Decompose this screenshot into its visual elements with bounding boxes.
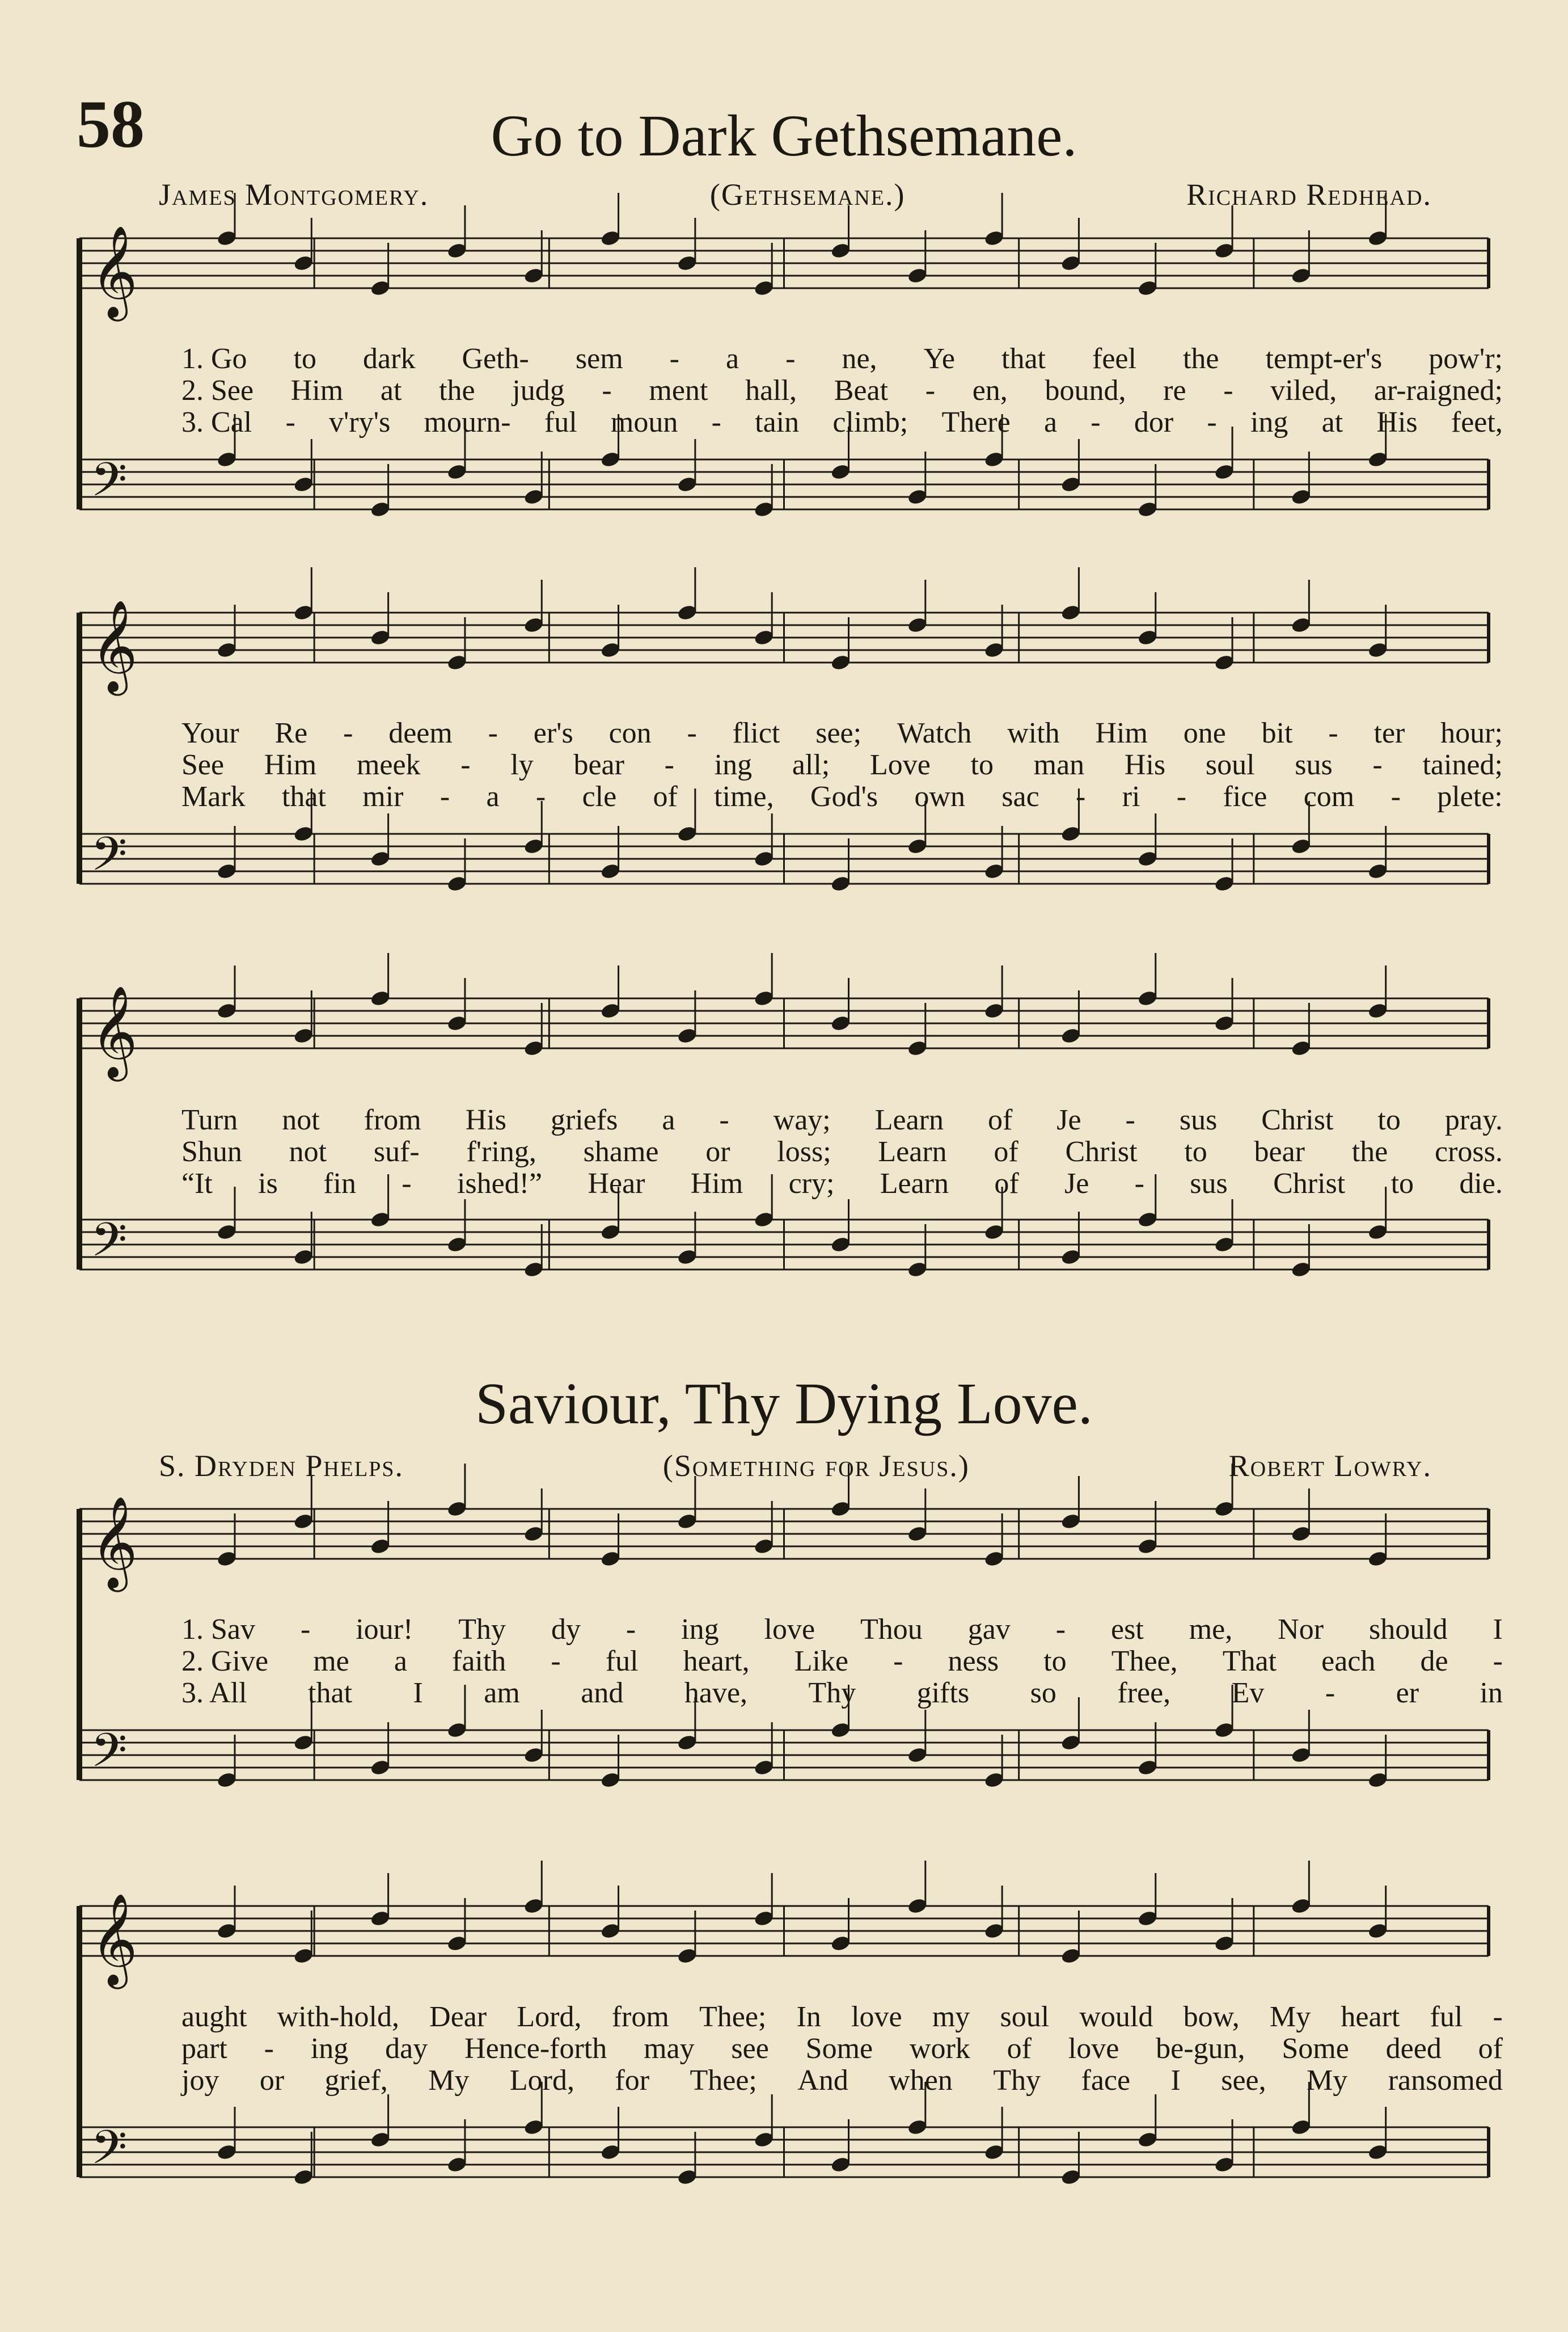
- lyric-syllable: Some: [1282, 2032, 1349, 2065]
- lyric-syllable: Him: [690, 1167, 743, 1200]
- svg-text:𝄞: 𝄞: [91, 600, 138, 692]
- lyric-syllable: -: [719, 1104, 729, 1136]
- lyric-syllable: Learn: [874, 1104, 944, 1136]
- lyric-syllable: -: [602, 374, 612, 407]
- lyric-syllable: one: [1183, 717, 1226, 749]
- lyric-syllable: -: [687, 717, 697, 749]
- lyric-syllable: Him: [264, 749, 317, 781]
- svg-text:𝄞: 𝄞: [91, 1496, 138, 1588]
- lyric-syllable: ness: [948, 1645, 999, 1677]
- lyric-syllable: a: [726, 343, 739, 375]
- svg-text:𝄢: 𝄢: [91, 826, 128, 893]
- lyric-syllable: of: [1007, 2032, 1032, 2065]
- lyric-syllable: a: [394, 1645, 407, 1677]
- lyric-syllable: Hear: [588, 1167, 645, 1200]
- lyric-syllable: in: [1480, 1677, 1503, 1709]
- lyric-syllable: -: [1372, 749, 1383, 781]
- page-number: 58: [77, 86, 145, 162]
- lyric-syllable: feet,: [1451, 406, 1503, 438]
- lyric-syllable: fin: [323, 1167, 356, 1200]
- lyric-syllable: would: [1079, 2001, 1153, 2033]
- svg-text:𝄢: 𝄢: [91, 452, 128, 518]
- lyric-syllable: from: [364, 1104, 421, 1136]
- lyric-syllable: at: [1321, 406, 1343, 438]
- lyric-syllable: that: [1001, 343, 1046, 375]
- lyric-syllable: cry;: [788, 1167, 835, 1200]
- lyric-line: [181, 2001, 1503, 2033]
- lyric-syllable: Thy: [993, 2064, 1041, 2097]
- lyric-syllable: Like: [794, 1645, 848, 1677]
- lyric-syllable: Ye: [923, 343, 956, 375]
- lyric-syllable: Christ: [1261, 1104, 1334, 1136]
- lyric-syllable: own: [914, 781, 965, 813]
- lyric-syllable: 2. See: [181, 374, 254, 407]
- lyric-syllable: sus: [1179, 1104, 1218, 1136]
- lyric-syllable: the: [1182, 343, 1219, 375]
- lyric-line: [181, 1104, 1503, 1136]
- lyric-syllable: griefs: [550, 1104, 618, 1136]
- lyric-syllable: Re: [274, 717, 308, 749]
- lyric-syllable: -: [285, 406, 295, 438]
- lyric-syllable: Learn: [878, 1136, 947, 1168]
- lyric-syllable: pow'r;: [1428, 343, 1503, 375]
- lyric-syllable: en,: [972, 374, 1008, 407]
- lyric-syllable: shame: [583, 1136, 659, 1168]
- lyric-syllable: -: [1125, 1104, 1135, 1136]
- lyric-syllable: Christ: [1065, 1136, 1138, 1168]
- lyric-syllable: Christ: [1273, 1167, 1346, 1200]
- lyric-syllable: My: [1269, 2001, 1311, 2033]
- lyric-syllable: Shun: [181, 1136, 242, 1168]
- lyric-syllable: love: [851, 2001, 902, 2033]
- lyric-syllable: my: [932, 2001, 970, 2033]
- svg-text:𝄢: 𝄢: [91, 1723, 128, 1789]
- lyric-syllable: judg: [512, 374, 565, 407]
- lyric-syllable: Love: [869, 749, 931, 781]
- lyric-syllable: to: [1391, 1167, 1414, 1200]
- lyric-syllable: aught: [181, 2001, 247, 2033]
- lyric-line: [181, 781, 1503, 813]
- lyric-line: [181, 1614, 1503, 1646]
- lyric-syllable: love: [764, 1613, 815, 1646]
- lyric-syllable: -: [893, 1645, 903, 1677]
- lyric-syllable: tempt-er's: [1265, 343, 1383, 375]
- lyric-syllable: 3. All: [181, 1677, 247, 1709]
- lyric-syllable: ransomed: [1388, 2064, 1503, 2097]
- lyric-syllable: is: [258, 1167, 278, 1200]
- lyric-syllable: -: [460, 749, 471, 781]
- lyric-syllable: plete:: [1437, 781, 1503, 813]
- lyric-syllable: ing: [310, 2032, 349, 2065]
- lyric-syllable: Thy: [808, 1677, 856, 1709]
- lyric-syllable: -: [669, 343, 679, 375]
- lyric-syllable: Je: [1056, 1104, 1081, 1136]
- lyric-syllable: bear: [573, 749, 624, 781]
- hymn-title: Saviour, Thy Dying Love.: [475, 1371, 1093, 1436]
- lyric-syllable: Thee,: [1111, 1645, 1178, 1677]
- lyric-syllable: face: [1081, 2064, 1131, 2097]
- lyric-syllable: Thee;: [690, 2064, 757, 2097]
- lyric-syllable: -: [1493, 2001, 1503, 2033]
- lyric-syllable: and: [581, 1677, 624, 1709]
- svg-text:𝄢: 𝄢: [91, 1212, 128, 1279]
- svg-text:𝄞: 𝄞: [91, 985, 138, 1078]
- lyric-syllable: My: [428, 2064, 470, 2097]
- lyric-syllable: time,: [714, 781, 774, 813]
- lyric-syllable: suf-: [373, 1136, 420, 1168]
- lyric-syllable: a: [486, 781, 500, 813]
- lyric-syllable: -: [1091, 406, 1101, 438]
- lyric-syllable: dark: [363, 343, 416, 375]
- lyric-syllable: Hence-forth: [464, 2032, 607, 2065]
- lyric-syllable: ing: [714, 749, 753, 781]
- lyric-syllable: gav: [967, 1613, 1011, 1646]
- lyric-syllable: sus: [1190, 1167, 1228, 1200]
- lyric-syllable: die.: [1459, 1167, 1503, 1200]
- lyric-syllable: I: [1493, 1613, 1503, 1646]
- lyric-syllable: -: [1325, 1677, 1335, 1709]
- lyric-syllable: each: [1321, 1645, 1376, 1677]
- lyric-syllable: the: [439, 374, 475, 407]
- lyric-line: [181, 343, 1503, 375]
- lyric-syllable: -: [551, 1645, 561, 1677]
- lyric-syllable: at: [380, 374, 402, 407]
- hymn-credits: [159, 177, 1432, 212]
- lyric-syllable: may: [644, 2032, 695, 2065]
- lyric-line: [181, 1677, 1503, 1709]
- lyric-syllable: bit: [1261, 717, 1293, 749]
- lyric-syllable: ne,: [842, 343, 877, 375]
- svg-text:𝄞: 𝄞: [91, 225, 138, 318]
- lyric-line: [181, 1136, 1503, 1168]
- lyric-line: [181, 375, 1503, 407]
- lyric-syllable: 2. Give: [181, 1645, 269, 1677]
- lyric-syllable: Je: [1064, 1167, 1089, 1200]
- lyric-syllable: -: [264, 2032, 274, 2065]
- lyric-syllable: Lord,: [517, 2001, 582, 2033]
- lyric-syllable: Ev: [1231, 1677, 1265, 1709]
- composer-credit: Richard Redhead.: [1186, 178, 1432, 212]
- lyric-syllable: 3. Cal: [181, 406, 252, 438]
- lyric-syllable: man: [1033, 749, 1085, 781]
- lyric-syllable: all;: [792, 749, 830, 781]
- lyric-syllable: cle: [582, 781, 617, 813]
- svg-text:𝄢: 𝄢: [91, 2120, 128, 2186]
- lyric-syllable: er's: [533, 717, 573, 749]
- lyric-syllable: dy: [551, 1613, 581, 1646]
- lyric-syllable: of: [994, 1136, 1018, 1168]
- lyric-syllable: -: [1207, 406, 1217, 438]
- hymn-credits: [159, 1448, 1432, 1483]
- tune-name: (Something for Jesus.): [662, 1449, 970, 1483]
- lyric-syllable: There: [941, 406, 1011, 438]
- lyric-syllable: -: [343, 717, 353, 749]
- lyric-syllable: Watch: [897, 717, 972, 749]
- lyric-syllable: or: [259, 2064, 285, 2097]
- lyric-syllable: God's: [810, 781, 878, 813]
- lyric-syllable: de: [1420, 1645, 1448, 1677]
- lyric-syllable: soul: [1205, 749, 1255, 781]
- lyric-syllable: bow,: [1183, 2001, 1240, 2033]
- lyric-syllable: -: [925, 374, 936, 407]
- lyric-syllable: work: [909, 2032, 970, 2065]
- lyric-syllable: faith: [452, 1645, 506, 1677]
- lyric-syllable: moun: [610, 406, 678, 438]
- lyric-syllable: of: [1478, 2032, 1503, 2065]
- lyric-syllable: or: [705, 1136, 730, 1168]
- lyric-syllable: Your: [181, 717, 239, 749]
- lyric-syllable: -: [1076, 781, 1086, 813]
- lyric-syllable: so: [1030, 1677, 1056, 1709]
- lyric-syllable: -: [401, 1167, 412, 1200]
- lyric-syllable: tain: [755, 406, 800, 438]
- lyric-syllable: f'ring,: [466, 1136, 536, 1168]
- lyric-syllable: hall,: [745, 374, 797, 407]
- lyric-syllable: est: [1111, 1613, 1144, 1646]
- lyric-syllable: My: [1307, 2064, 1348, 2097]
- lyric-syllable: iour!: [356, 1613, 413, 1646]
- lyric-syllable: com: [1303, 781, 1355, 813]
- lyric-syllable: gifts: [916, 1677, 970, 1709]
- lyric-syllable: am: [484, 1677, 520, 1709]
- lyric-line: [181, 2065, 1503, 2097]
- lyric-syllable: ar-raigned;: [1373, 374, 1503, 407]
- lyric-syllable: sac: [1001, 781, 1039, 813]
- lyric-syllable: that: [308, 1677, 353, 1709]
- lyric-syllable: ful: [544, 406, 577, 438]
- lyric-syllable: way;: [773, 1104, 831, 1136]
- lyric-syllable: -: [439, 781, 450, 813]
- lyric-syllable: day: [385, 2032, 428, 2065]
- lyric-syllable: ing: [1250, 406, 1288, 438]
- lyric-syllable: Lord,: [509, 2064, 574, 2097]
- lyric-syllable: ished!”: [457, 1167, 543, 1200]
- lyric-syllable: -: [785, 343, 796, 375]
- lyric-syllable: soul: [1000, 2001, 1050, 2033]
- lyric-syllable: ing: [681, 1613, 719, 1646]
- lyric-syllable: the: [1351, 1136, 1388, 1168]
- composer-credit: Robert Lowry.: [1228, 1449, 1432, 1483]
- lyric-syllable: feel: [1092, 343, 1136, 375]
- lyric-line: [181, 749, 1503, 781]
- lyric-syllable: with: [1007, 717, 1060, 749]
- lyric-syllable: -: [535, 781, 546, 813]
- lyric-syllable: heart,: [683, 1645, 750, 1677]
- lyric-line: [181, 1168, 1503, 1200]
- lyric-syllable: con: [608, 717, 652, 749]
- lyric-syllable: Him: [1095, 717, 1148, 749]
- lyric-syllable: hour;: [1440, 717, 1503, 749]
- lyric-syllable: a: [662, 1104, 675, 1136]
- lyric-syllable: mourn-: [424, 406, 511, 438]
- lyric-syllable: In: [796, 2001, 821, 2033]
- lyric-syllable: -: [300, 1613, 311, 1646]
- lyric-syllable: with-hold,: [277, 2001, 399, 2033]
- lyric-syllable: That: [1222, 1645, 1277, 1677]
- lyric-syllable: Beat: [834, 374, 889, 407]
- lyric-syllable: free,: [1117, 1677, 1171, 1709]
- hymn-title: Go to Dark Gethsemane.: [491, 103, 1077, 168]
- lyric-syllable: -: [1391, 781, 1401, 813]
- lyric-syllable: bear: [1254, 1136, 1305, 1168]
- lyric-syllable: be-gun,: [1156, 2032, 1245, 2065]
- lyric-syllable: dor: [1134, 406, 1174, 438]
- lyric-syllable: -: [488, 717, 498, 749]
- lyric-syllable: of: [994, 1167, 1019, 1200]
- lyric-syllable: should: [1368, 1613, 1448, 1646]
- lyric-syllable: Some: [805, 2032, 873, 2065]
- lyric-syllable: joy: [181, 2064, 219, 2097]
- lyric-line: [181, 718, 1503, 749]
- lyric-line: [181, 407, 1503, 438]
- lyric-syllable: viled,: [1270, 374, 1337, 407]
- author-credit: James Montgomery.: [159, 178, 429, 212]
- lyric-syllable: tained;: [1422, 749, 1503, 781]
- lyric-syllable: to: [970, 749, 994, 781]
- lyric-syllable: I: [1170, 2064, 1181, 2097]
- lyric-syllable: 1. Go: [181, 343, 247, 375]
- lyric-syllable: of: [987, 1104, 1013, 1136]
- lyric-syllable: -: [625, 1613, 636, 1646]
- lyric-syllable: deem: [388, 717, 453, 749]
- lyric-line: [181, 1646, 1503, 1677]
- lyric-syllable: ri: [1122, 781, 1140, 813]
- lyric-syllable: ful: [605, 1645, 639, 1677]
- lyric-syllable: not: [282, 1104, 320, 1136]
- lyric-syllable: sem: [575, 343, 623, 375]
- lyric-syllable: His: [465, 1104, 506, 1136]
- lyric-syllable: re: [1163, 374, 1186, 407]
- lyric-syllable: not: [289, 1136, 327, 1168]
- author-credit: S. Dryden Phelps.: [159, 1449, 404, 1483]
- lyric-syllable: from: [611, 2001, 669, 2033]
- lyric-syllable: cross.: [1434, 1136, 1503, 1168]
- lyric-syllable: mir: [362, 781, 404, 813]
- lyric-syllable: pray.: [1444, 1104, 1503, 1136]
- lyric-syllable: sus: [1295, 749, 1333, 781]
- lyric-syllable: to: [1043, 1645, 1067, 1677]
- lyric-syllable: -: [1134, 1167, 1144, 1200]
- lyric-syllable: Dear: [429, 2001, 487, 2033]
- lyric-syllable: climb;: [832, 406, 908, 438]
- lyric-syllable: Nor: [1278, 1613, 1324, 1646]
- lyric-syllable: love: [1068, 2032, 1119, 2065]
- lyric-syllable: Mark: [181, 781, 246, 813]
- lyric-syllable: deed: [1385, 2032, 1442, 2065]
- lyric-syllable: ment: [649, 374, 708, 407]
- lyric-syllable: flict: [732, 717, 780, 749]
- lyric-syllable: -: [1223, 374, 1233, 407]
- lyric-syllable: -: [1176, 781, 1187, 813]
- lyric-syllable: have,: [684, 1677, 748, 1709]
- lyric-line: [181, 2033, 1503, 2065]
- lyric-syllable: “It: [181, 1167, 213, 1200]
- lyric-syllable: me: [313, 1645, 349, 1677]
- lyric-syllable: His: [1376, 406, 1418, 438]
- lyric-syllable: See: [181, 749, 225, 781]
- lyric-syllable: v'ry's: [329, 406, 391, 438]
- lyric-syllable: -: [1328, 717, 1338, 749]
- lyric-syllable: And: [797, 2064, 848, 2097]
- svg-text:𝄞: 𝄞: [91, 1893, 138, 1985]
- tune-name: (Gethsemane.): [709, 178, 906, 212]
- lyric-syllable: -: [1493, 1645, 1503, 1677]
- lyric-syllable: Turn: [181, 1104, 238, 1136]
- lyric-syllable: bound,: [1045, 374, 1126, 407]
- lyric-syllable: me,: [1189, 1613, 1233, 1646]
- lyric-syllable: meek: [356, 749, 421, 781]
- lyric-syllable: Geth-: [462, 343, 529, 375]
- lyric-syllable: -: [711, 406, 721, 438]
- lyric-syllable: Thy: [458, 1613, 506, 1646]
- lyric-syllable: when: [889, 2064, 953, 2097]
- lyric-syllable: of: [653, 781, 678, 813]
- lyric-syllable: see: [731, 2032, 769, 2065]
- lyric-syllable: Thee;: [699, 2001, 767, 2033]
- lyric-syllable: -: [1055, 1613, 1066, 1646]
- lyric-syllable: er: [1396, 1677, 1419, 1709]
- lyric-syllable: -: [664, 749, 674, 781]
- lyric-syllable: to: [1377, 1104, 1401, 1136]
- lyric-syllable: a: [1043, 406, 1058, 438]
- lyric-syllable: Learn: [880, 1167, 949, 1200]
- lyric-syllable: see;: [815, 717, 862, 749]
- lyric-syllable: to: [1184, 1136, 1207, 1168]
- lyric-syllable: to: [293, 343, 317, 375]
- lyric-syllable: that: [281, 781, 326, 813]
- lyric-syllable: ly: [510, 749, 534, 781]
- lyric-syllable: ter: [1373, 717, 1405, 749]
- lyric-syllable: part: [181, 2032, 227, 2065]
- lyric-syllable: fice: [1223, 781, 1267, 813]
- lyric-syllable: I: [413, 1677, 423, 1709]
- lyric-syllable: see,: [1221, 2064, 1266, 2097]
- lyric-syllable: for: [615, 2064, 650, 2097]
- lyric-syllable: His: [1124, 749, 1166, 781]
- lyric-syllable: ful: [1430, 2001, 1463, 2033]
- lyric-syllable: Him: [290, 374, 344, 407]
- lyric-syllable: 1. Sav: [181, 1613, 255, 1646]
- lyric-syllable: Thou: [860, 1613, 923, 1646]
- lyric-syllable: grief,: [324, 2064, 388, 2097]
- lyric-syllable: loss;: [777, 1136, 831, 1168]
- lyric-syllable: heart: [1341, 2001, 1400, 2033]
